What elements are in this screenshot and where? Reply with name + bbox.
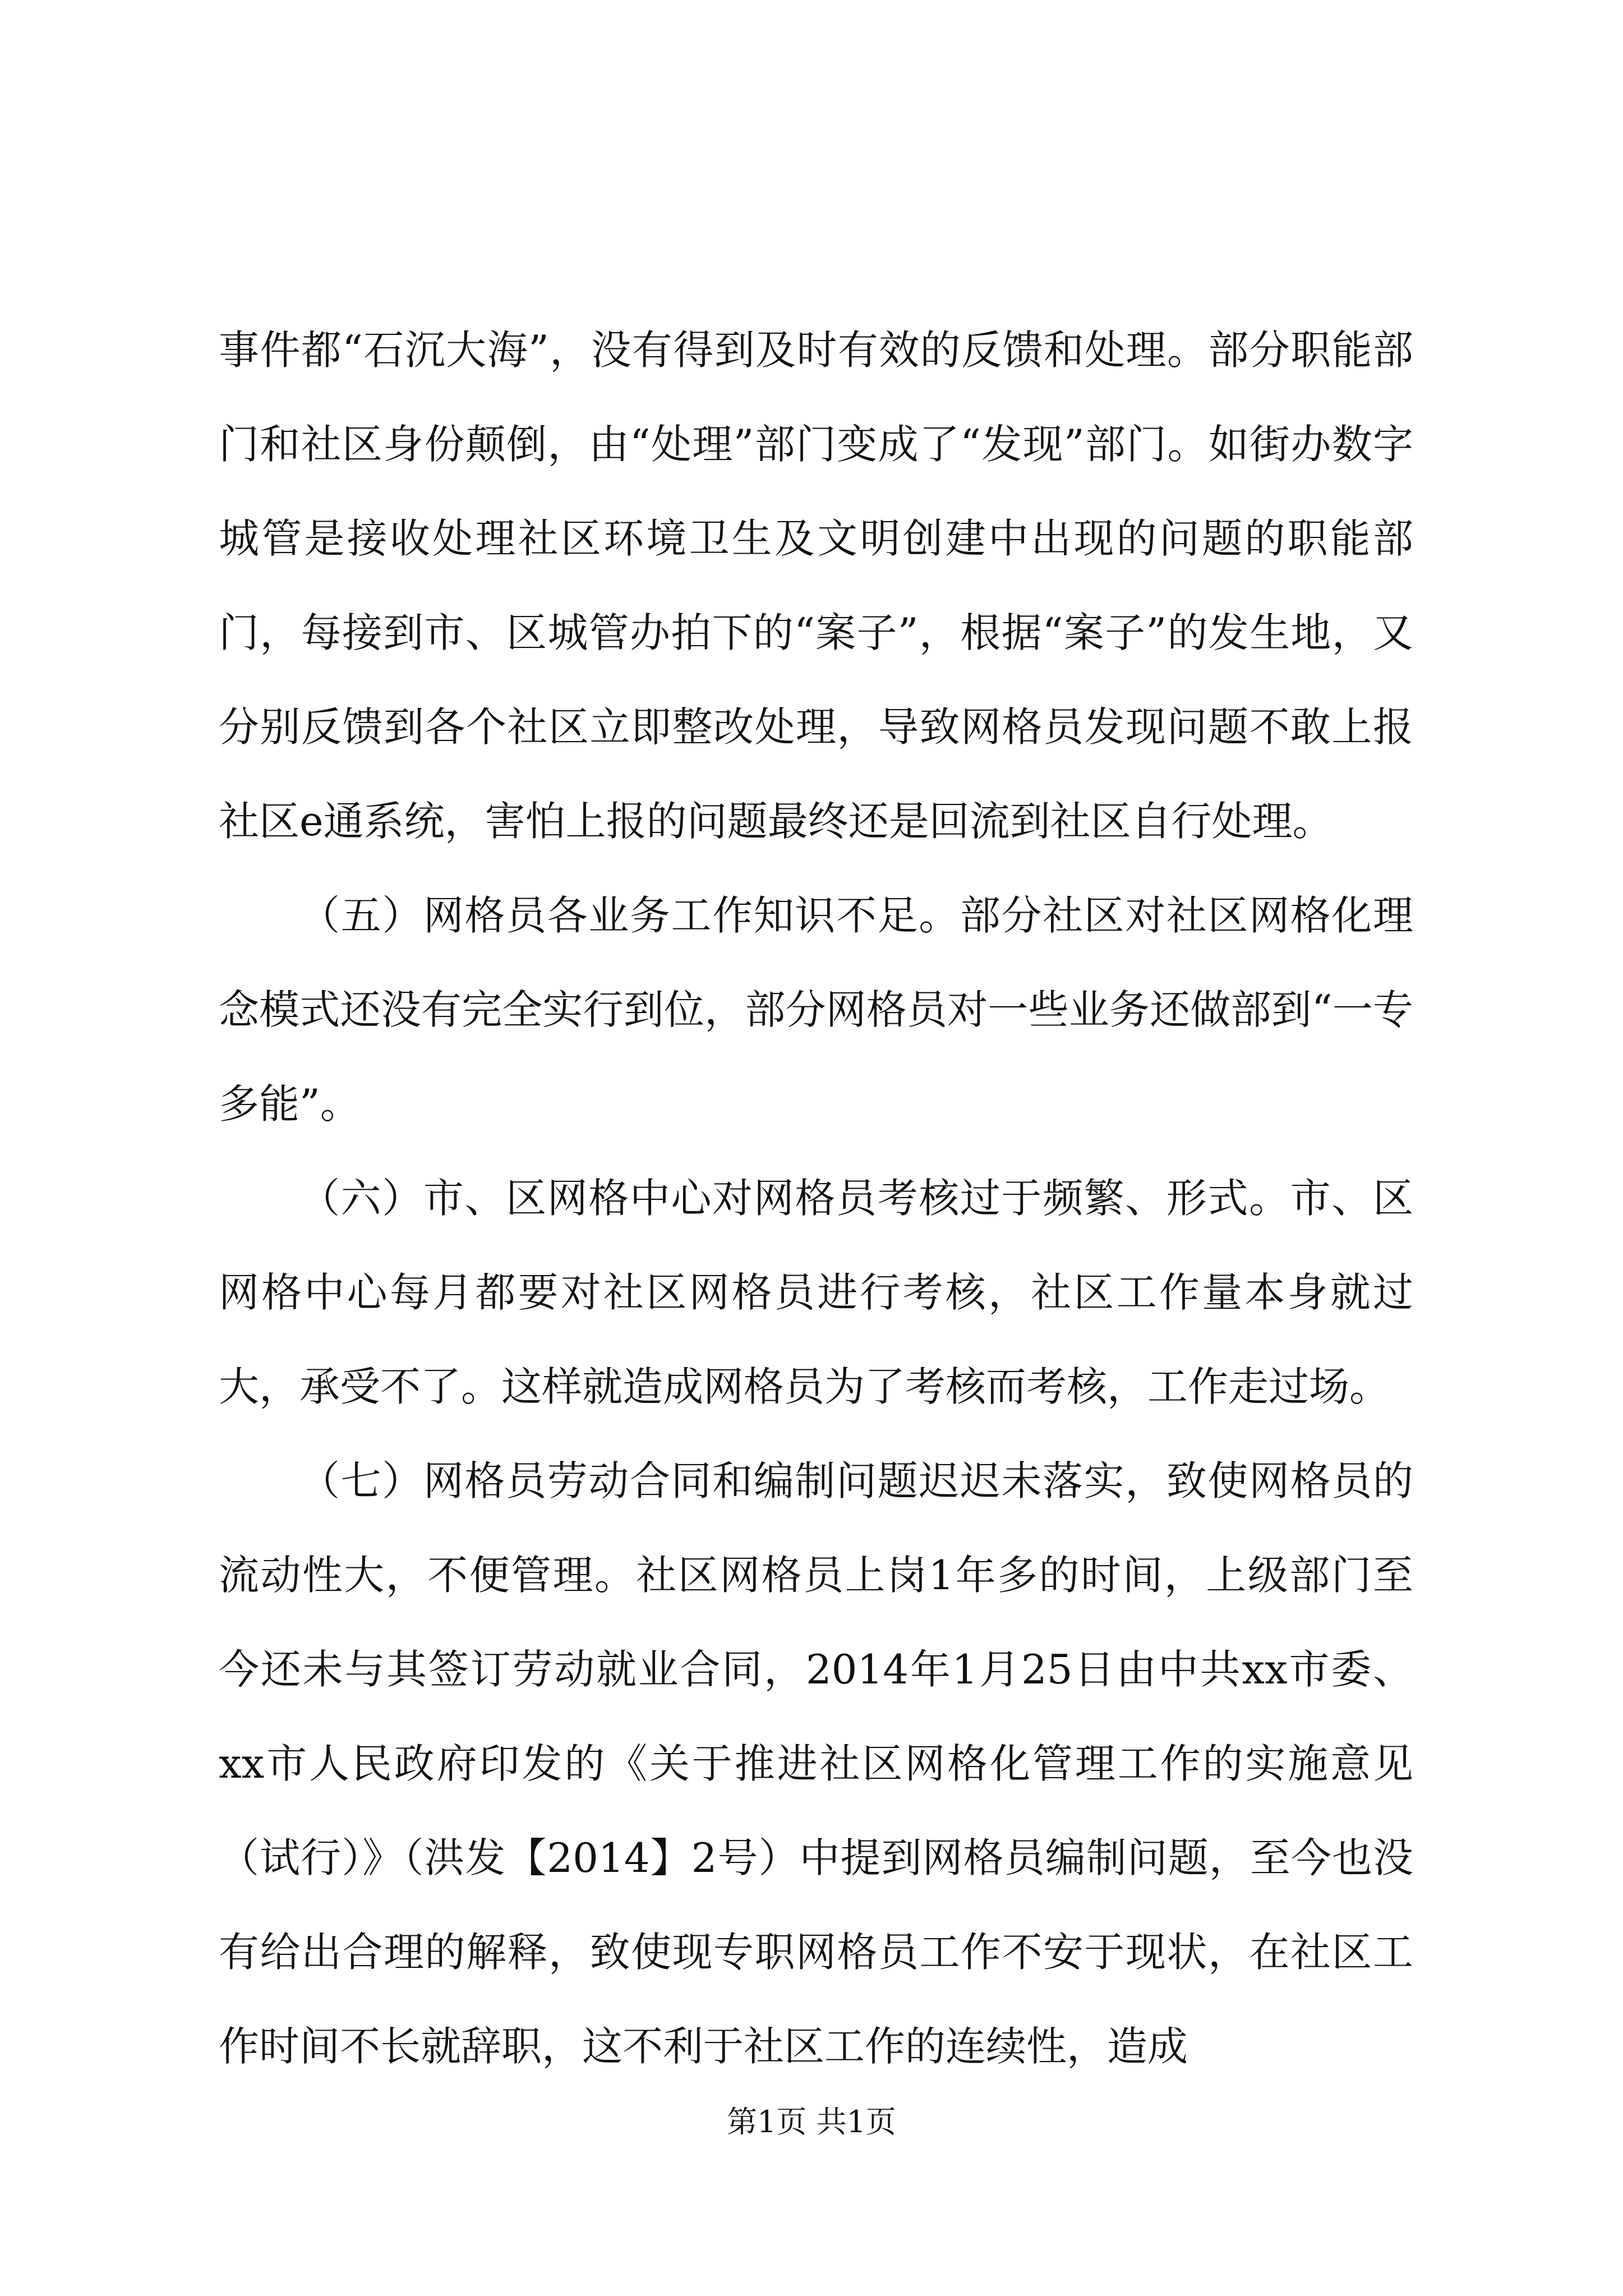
document-body <box>219 303 1413 2093</box>
page-footer: 第1页 共1页 <box>727 2104 896 2139</box>
paragraph-item-7: （七）网格员劳动合同和编制问题迟迟未落实，致使网格员的流动性大，不便管理。社区网格员上岗1年多的时间，上级部门至今还未与其签订劳动就业合同，2014年1月25日由中共xx市委、xx市人民政府印发的《关于推进社区网格化管理工作的实施意见（试行）》（洪发【2014】2号）中提到网格员编制问题，至今也没有给出合理的解释，致使现专职网格员工作不安于现状，在社区工作时间不长就辞职，这不利于社区工作的连续性，造成 <box>219 1457 1413 2070</box>
paragraph-item-5: （五）网格员各业务工作知识不足。部分社区对社区网格化理念模式还没有完全实行到位，部分网格员对一些业务还做部到“一专多能”。 <box>219 892 1413 1128</box>
paragraph-item-6: （六）市、区网格中心对网格员考核过于频繁、形式。市、区网格中心每月都要对社区网格员进行考核，社区工作量本身就过大，承受不了。这样就造成网格员为了考核而考核，工作走过场。 <box>219 1175 1413 1410</box>
paragraph-continuation: 事件都“石沉大海”，没有得到及时有效的反馈和处理。部分职能部门和社区身份颠倒，由“处理”部门变成了“发现”部门。如街办数字城管是接收处理社区环境卫生及文明创建中出现的问题的职能部门，每接到市、区城管办拍下的“案子”，根据“案子”的发生地，又分别反馈到各个社区立即整改处理，导致网格员发现问题不敢上报社区e通系统，害怕上报的问题最终还是回流到社区自行处理。 <box>219 326 1413 845</box>
